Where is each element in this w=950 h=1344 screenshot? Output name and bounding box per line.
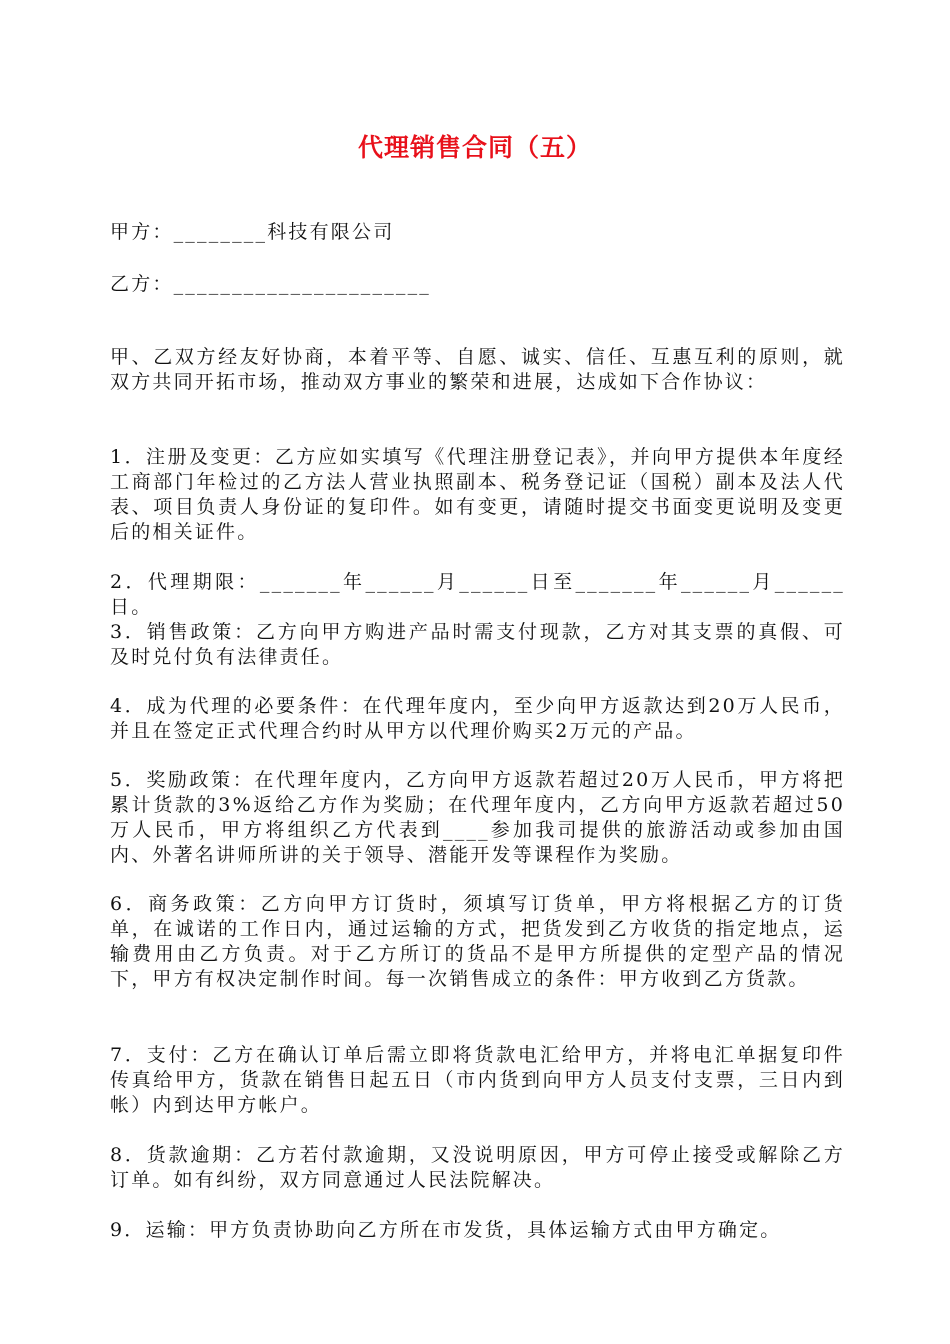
party-a-line: 甲方：________科技有限公司 xyxy=(110,221,395,243)
clause-business-policy: 6．商务政策：乙方向甲方订货时，须填写订货单，甲方将根据乙方的订货单，在诚诺的工作日内，通过运输的方式，把货发到乙方收货的指定地点，运输费用由乙方负责。对于乙方所订的货品不是甲方所提供的定型产品的情况下，甲方有权决定制作时间。每一次销售成立的条件：甲方收到乙方货款。 xyxy=(110,893,845,990)
clause-transport: 9．运输：甲方负责协助向乙方所在市发货，具体运输方式由甲方确定。 xyxy=(110,1219,782,1241)
intro-paragraph: 甲、乙双方经友好协商，本着平等、自愿、诚实、信任、互惠互利的原则，就双方共同开拓市场，推动双方事业的繁荣和进展，达成如下合作协议： xyxy=(110,346,845,393)
clause-payment: 7．支付：乙方在确认订单后需立即将货款电汇给甲方，并将电汇单据复印件传真给甲方，货款在销售日起五日（市内货到向甲方人员支付支票，三日内到帐）内到达甲方帐户。 xyxy=(110,1044,845,1116)
clause-sales-policy: 3．销售政策：乙方向甲方购进产品时需支付现款，乙方对其支票的真假、可及时兑付负有法律责任。 xyxy=(110,621,845,668)
clause-overdue-payment: 8．货款逾期：乙方若付款逾期，又没说明原因，甲方可停止接受或解除乙方订单。如有纠纷，双方同意通过人民法院解决。 xyxy=(110,1144,845,1191)
clause-agency-requirements: 4．成为代理的必要条件：在代理年度内，至少向甲方返款达到20万人民币，并且在签定正式代理合约时从甲方以代理价购买2万元的产品。 xyxy=(110,695,845,742)
party-b-line: 乙方：______________________ xyxy=(110,273,432,295)
clause-registration: 1．注册及变更：乙方应如实填写《代理注册登记表》，并向甲方提供本年度经工商部门年检过的乙方法人营业执照副本、税务登记证（国税）副本及法人代表、项目负责人身份证的复印件。如有变更，请随时提交书面变更说明及变更后的相关证件。 xyxy=(110,446,845,543)
clause-reward-policy: 5．奖励政策：在代理年度内，乙方向甲方返款若超过20万人民币，甲方将把累计货款的3%返给乙方作为奖励；在代理年度内，乙方向甲方返款若超过50万人民币，甲方将组织乙方代表到____参加我司提供的旅游活动或参加由国内、外著名讲师所讲的关于领导、潜能开发等课程作为奖励。 xyxy=(110,769,845,866)
clause-agency-term: 2．代理期限：_______年______月______日至_______年______月______日。 xyxy=(110,571,845,618)
document-title: 代理销售合同（五） xyxy=(357,133,592,162)
